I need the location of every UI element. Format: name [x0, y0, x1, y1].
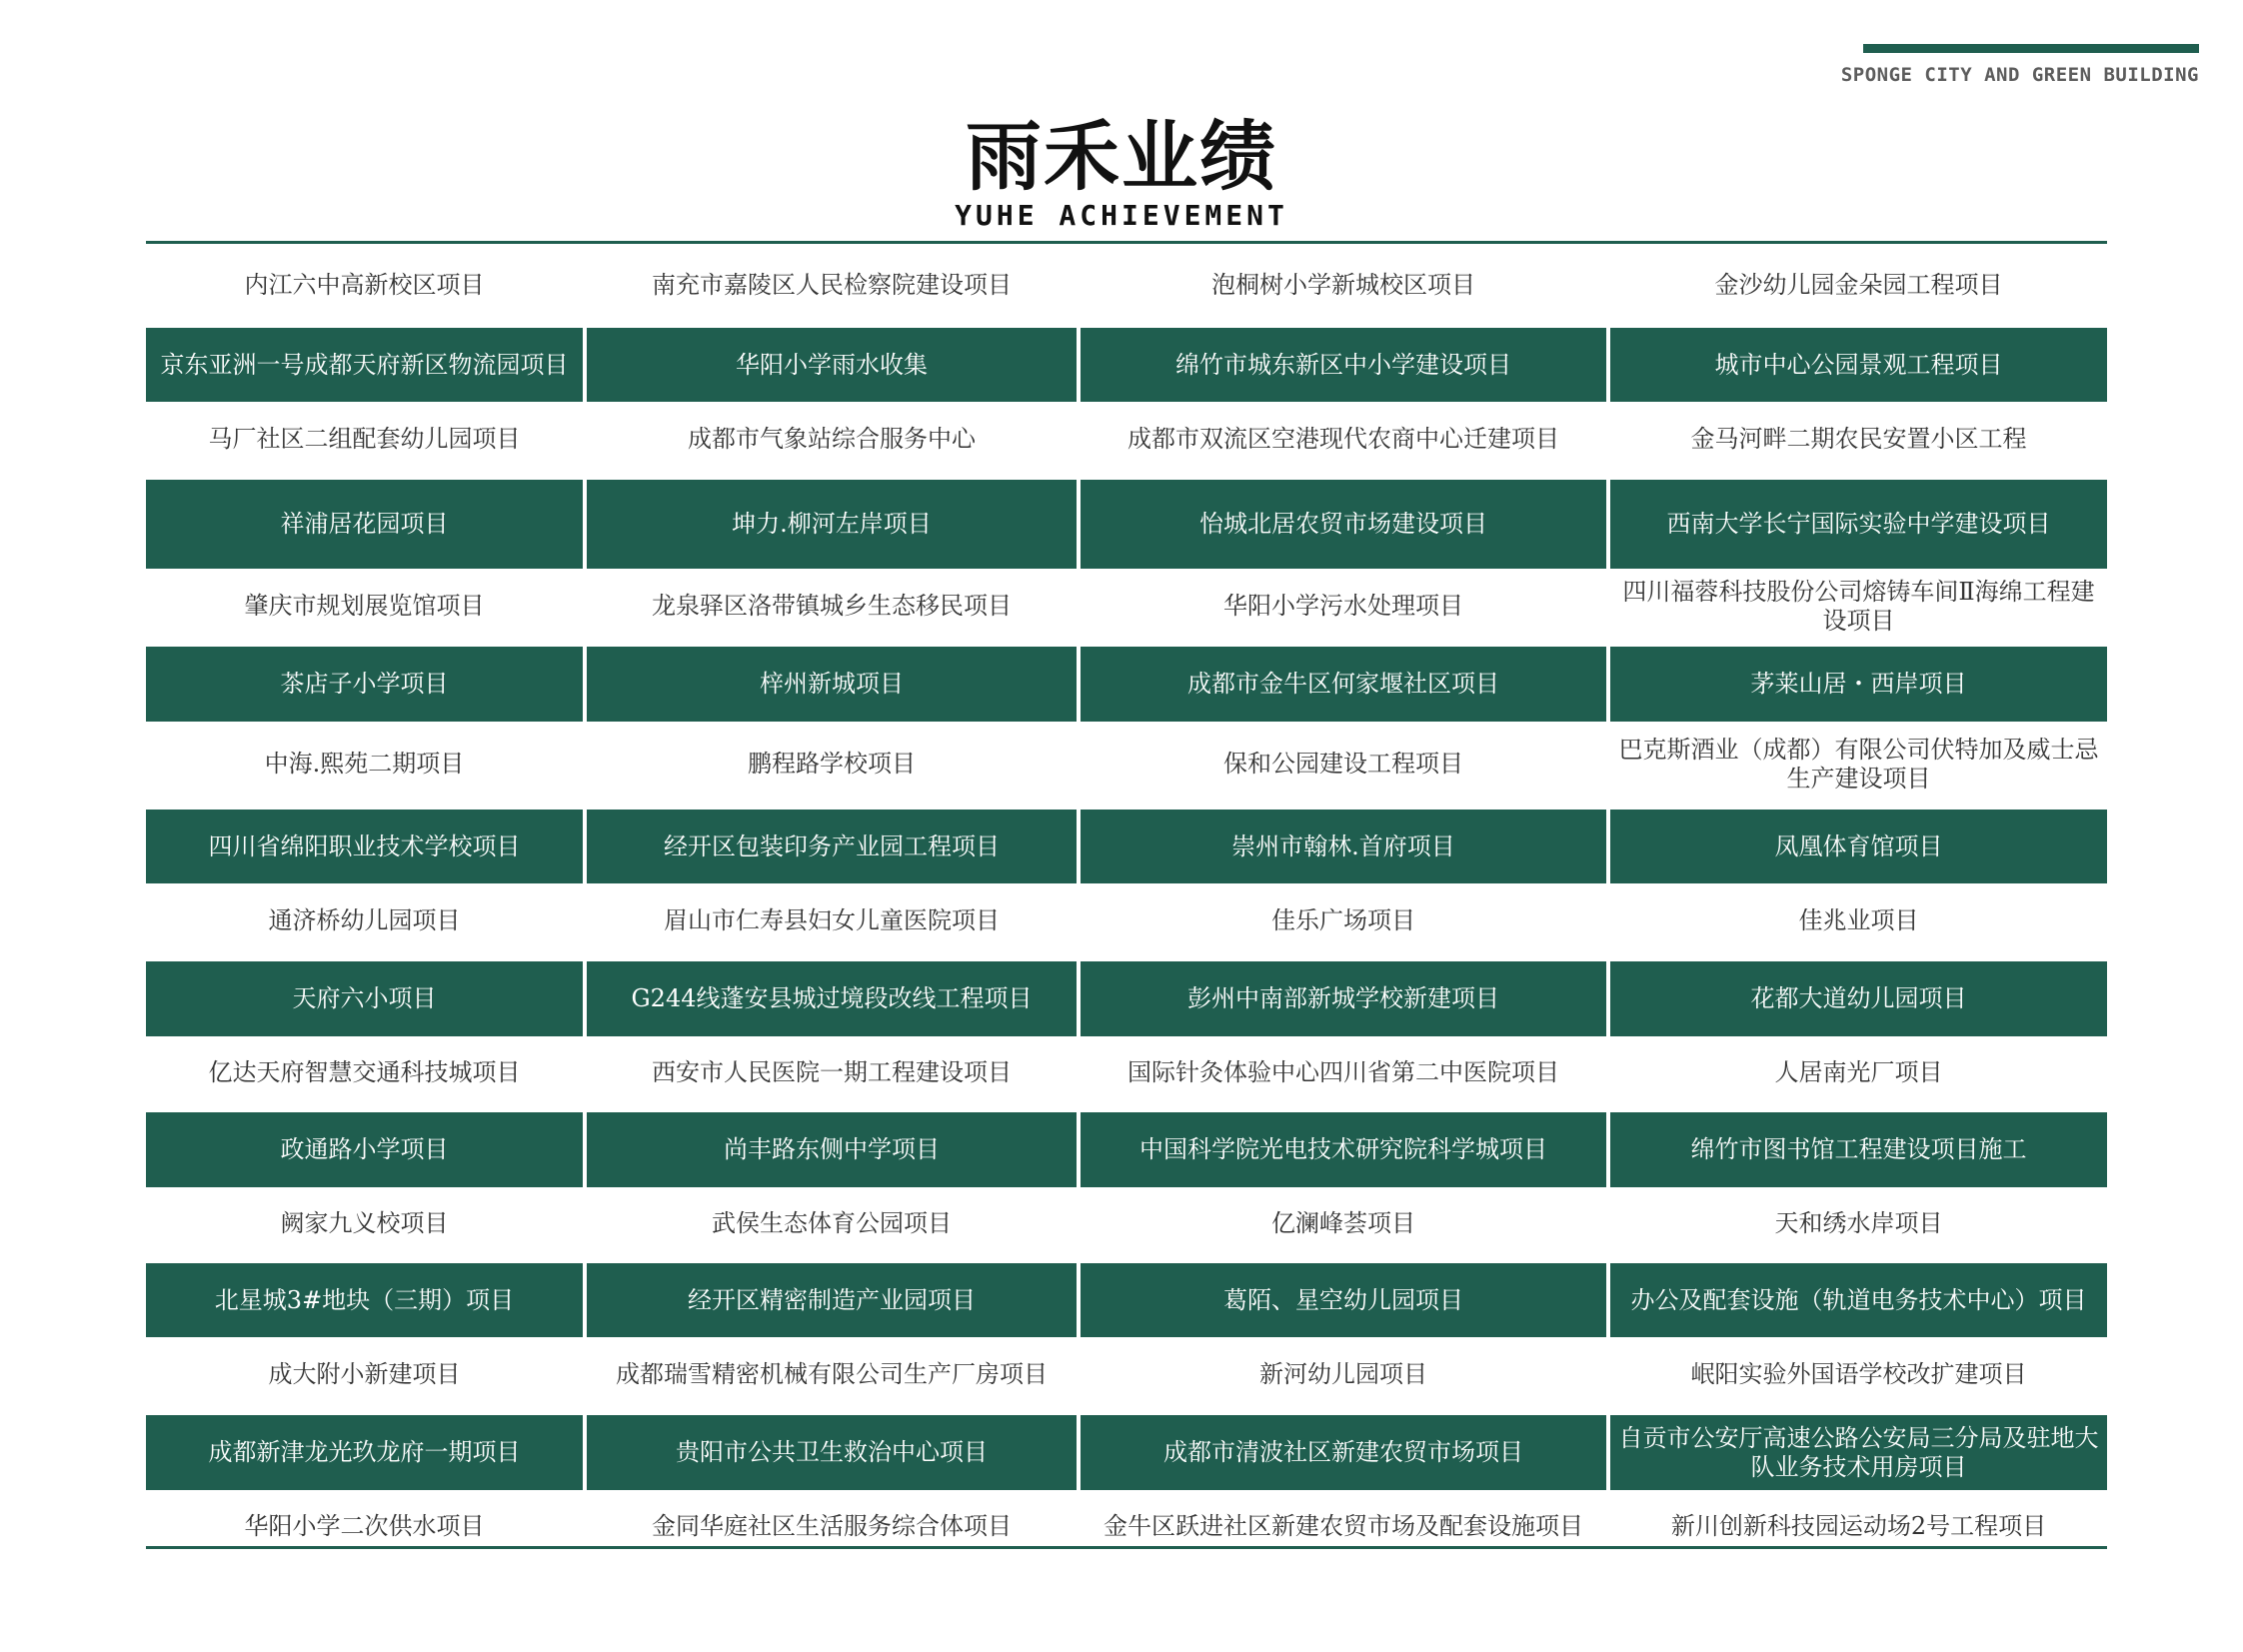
project-cell: 怡城北居农贸市场建设项目 [1081, 480, 1606, 569]
project-cell: 政通路小学项目 [146, 1112, 583, 1187]
project-cell: 通济桥幼儿园项目 [268, 906, 461, 934]
bottom-divider [146, 1546, 2107, 1549]
project-cell: 四川福蓉科技股份公司熔铸车间Ⅱ海绵工程建设项目 [1622, 577, 2095, 635]
project-cell: 茶店子小学项目 [146, 647, 583, 722]
project-cell: 亿达天府智慧交通科技城项目 [208, 1058, 521, 1086]
project-cell: 华阳小学雨水收集 [587, 328, 1077, 402]
project-cell: 华阳小学污水处理项目 [1223, 592, 1463, 620]
project-cell: 巴克斯酒业（成都）有限公司伏特加及威士忌生产建设项目 [1618, 735, 2099, 793]
project-cell: 佳乐广场项目 [1271, 906, 1415, 934]
project-table [146, 245, 2107, 1563]
project-cell: 茅莱山居・西岸项目 [1610, 647, 2107, 722]
page-subtitle: YUHE ACHIEVEMENT [955, 199, 1288, 232]
project-cell: 武侯生态体育公园项目 [712, 1209, 952, 1237]
project-cell: G244线蓬安县城过境段改线工程项目 [587, 961, 1077, 1036]
project-cell: 四川省绵阳职业技术学校项目 [146, 810, 583, 883]
project-cell: 京东亚洲一号成都天府新区物流园项目 [146, 328, 583, 402]
project-cell: 新川创新科技园运动场2号工程项目 [1670, 1512, 2047, 1540]
project-cell: 绵竹市图书馆工程建设项目施工 [1610, 1112, 2107, 1187]
header-tagline: SPONGE CITY AND GREEN BUILDING [1840, 64, 2199, 86]
project-cell: 阙家九义校项目 [280, 1209, 449, 1237]
page-title: 雨禾业绩 [966, 112, 1277, 201]
project-cell: 祥浦居花园项目 [146, 480, 583, 569]
project-cell: 肇庆市规划展览馆项目 [244, 592, 485, 620]
project-cell: 葛陌、星空幼儿园项目 [1081, 1263, 1606, 1337]
project-cell: 金同华庭社区生活服务综合体项目 [652, 1512, 1012, 1540]
project-cell: 泡桐树小学新城校区项目 [1211, 270, 1475, 299]
project-cell: 绵竹市城东新区中小学建设项目 [1081, 328, 1606, 402]
project-cell: 崇州市翰林.首府项目 [1081, 810, 1606, 883]
project-cell: 眉山市仁寿县妇女儿童医院项目 [664, 906, 1000, 934]
project-cell: 贵阳市公共卫生救治中心项目 [587, 1415, 1077, 1490]
project-cell: 办公及配套设施（轨道电务技术中心）项目 [1610, 1263, 2107, 1337]
project-cell: 西南大学长宁国际实验中学建设项目 [1610, 480, 2107, 569]
project-cell: 成都市清波社区新建农贸市场项目 [1081, 1415, 1606, 1490]
project-cell: 成都瑞雪精密机械有限公司生产厂房项目 [616, 1360, 1048, 1388]
project-cell: 马厂社区二组配套幼儿园项目 [208, 425, 521, 453]
project-cell: 西安市人民医院一期工程建设项目 [652, 1058, 1012, 1086]
project-cell: 亿澜峰荟项目 [1271, 1209, 1415, 1237]
project-cell: 中国科学院光电技术研究院科学城项目 [1081, 1112, 1606, 1187]
project-cell: 佳兆业项目 [1798, 906, 1919, 934]
project-cell: 经开区包装印务产业园工程项目 [587, 810, 1077, 883]
project-cell: 保和公园建设工程项目 [1223, 750, 1463, 778]
project-cell: 国际针灸体验中心四川省第二中医院项目 [1127, 1058, 1559, 1086]
project-cell: 金牛区跃进社区新建农贸市场及配套设施项目 [1104, 1512, 1583, 1540]
project-cell: 坤力.柳河左岸项目 [587, 480, 1077, 569]
project-cell: 城市中心公园景观工程项目 [1610, 328, 2107, 402]
project-cell: 成都新津龙光玖龙府一期项目 [146, 1415, 583, 1490]
project-cell: 成都市气象站综合服务中心 [688, 425, 976, 453]
project-cell: 花都大道幼儿园项目 [1610, 961, 2107, 1036]
project-cell: 岷阳实验外国语学校改扩建项目 [1690, 1360, 2027, 1388]
project-cell: 自贡市公安厅高速公路公安局三分局及驻地大队业务技术用房项目 [1610, 1415, 2107, 1490]
project-cell: 彭州中南部新城学校新建项目 [1081, 961, 1606, 1036]
project-cell: 成都市金牛区何家堰社区项目 [1081, 647, 1606, 722]
project-cell: 金马河畔二期农民安置小区工程 [1690, 425, 2027, 453]
project-cell: 尚丰路东侧中学项目 [587, 1112, 1077, 1187]
project-cell: 中海.熙苑二期项目 [264, 750, 465, 778]
project-cell: 南充市嘉陵区人民检察院建设项目 [652, 270, 1012, 299]
project-cell: 天和绣水岸项目 [1774, 1209, 1943, 1237]
project-cell: 成都市双流区空港现代农商中心迁建项目 [1127, 425, 1559, 453]
project-cell: 新河幼儿园项目 [1259, 1360, 1427, 1388]
project-cell: 内江六中高新校区项目 [244, 270, 485, 299]
top-accent-bar [1863, 44, 2199, 53]
project-cell: 成大附小新建项目 [268, 1360, 461, 1388]
project-cell: 金沙幼儿园金朵园工程项目 [1714, 270, 2003, 299]
project-cell: 天府六小项目 [146, 961, 583, 1036]
project-cell: 人居南光厂项目 [1774, 1058, 1943, 1086]
project-cell: 华阳小学二次供水项目 [244, 1512, 485, 1540]
top-divider [146, 241, 2107, 244]
project-cell: 龙泉驿区洛带镇城乡生态移民项目 [652, 592, 1012, 620]
project-cell: 北星城3#地块（三期）项目 [146, 1263, 583, 1337]
project-cell: 凤凰体育馆项目 [1610, 810, 2107, 883]
project-cell: 梓州新城项目 [587, 647, 1077, 722]
project-cell: 经开区精密制造产业园项目 [587, 1263, 1077, 1337]
project-cell: 鹏程路学校项目 [748, 750, 916, 778]
